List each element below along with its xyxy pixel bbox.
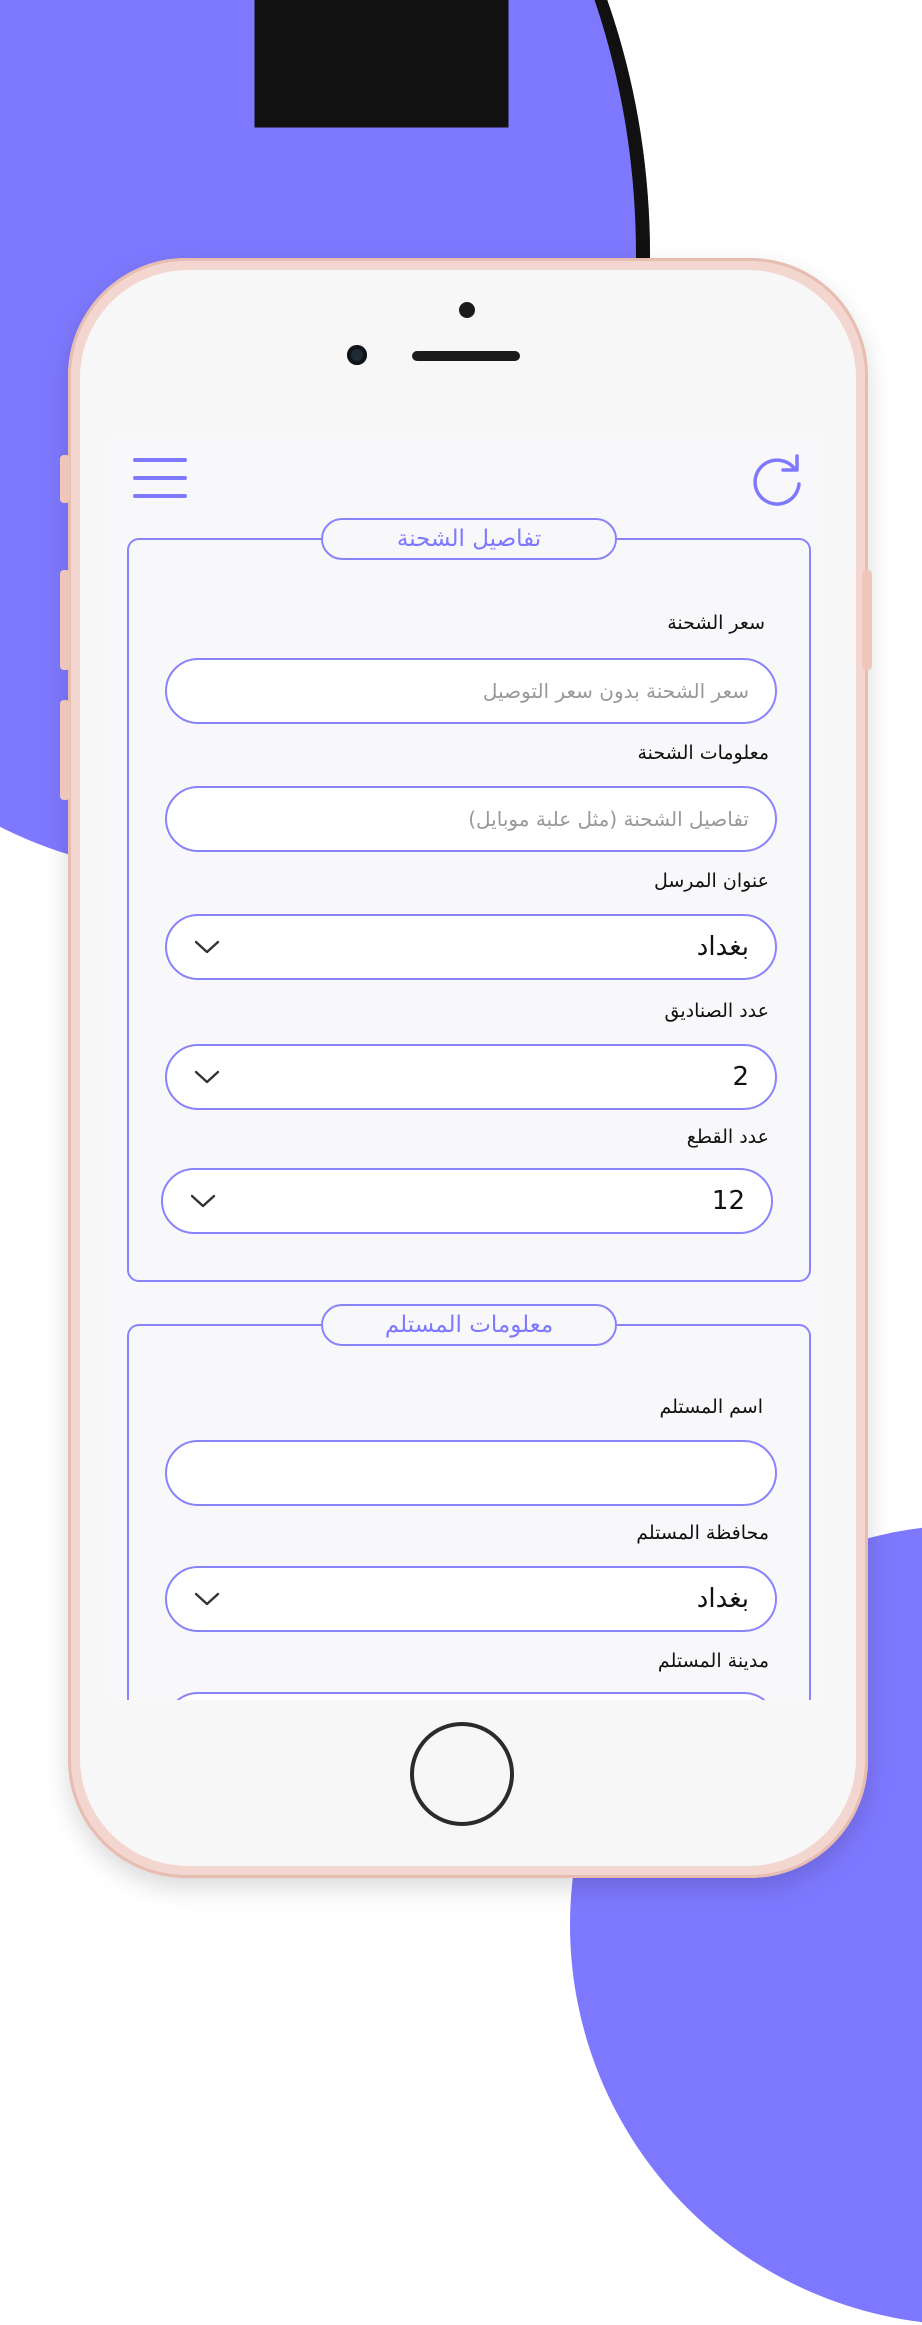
recipient-info-section bbox=[127, 1312, 811, 1700]
boxes-count-label: عدد الصناديق bbox=[664, 1000, 769, 1022]
pieces-count-value: 12 bbox=[711, 1186, 745, 1216]
pieces-count-label: عدد القطع bbox=[686, 1126, 769, 1148]
recipient-name-label: اسم المستلم bbox=[659, 1396, 763, 1418]
boxes-count-value: 2 bbox=[732, 1062, 749, 1092]
volume-down-button bbox=[60, 700, 70, 800]
shipment-details-title: تفاصيل الشحنة bbox=[321, 518, 617, 560]
chevron-down-icon bbox=[193, 1069, 221, 1085]
recipient-info-title: معلومات المستلم bbox=[321, 1304, 617, 1346]
sender-address-label: عنوان المرسل bbox=[653, 870, 769, 892]
recipient-province-value: بغداد bbox=[696, 1584, 749, 1614]
recipient-city-select[interactable] bbox=[165, 1692, 777, 1700]
sender-address-value: بغداد bbox=[696, 932, 749, 962]
shipment-price-placeholder: سعر الشحنة بدون سعر التوصيل bbox=[482, 679, 749, 703]
hamburger-icon[interactable] bbox=[133, 456, 189, 500]
chevron-down-icon bbox=[189, 1193, 217, 1209]
power-button bbox=[862, 570, 872, 670]
home-button[interactable] bbox=[410, 1722, 514, 1826]
boxes-count-select[interactable] bbox=[165, 1044, 777, 1110]
shipment-info-label: معلومات الشحنة bbox=[637, 742, 769, 764]
chevron-down-icon bbox=[193, 1591, 221, 1607]
sender-address-select[interactable] bbox=[165, 914, 777, 980]
recipient-city-label: مدينة المستلم bbox=[657, 1650, 769, 1672]
recipient-name-input[interactable] bbox=[165, 1440, 777, 1506]
shipment-details-section bbox=[127, 526, 811, 1282]
shipment-info-placeholder: تفاصيل الشحنة (مثل علبة موبايل) bbox=[468, 807, 749, 831]
shipment-price-input[interactable] bbox=[165, 658, 777, 724]
shipment-price-label: سعر الشحنة bbox=[667, 612, 765, 634]
app-screen bbox=[107, 436, 827, 1700]
shipment-info-input[interactable] bbox=[165, 786, 777, 852]
chevron-down-icon bbox=[193, 939, 221, 955]
proximity-sensor bbox=[459, 302, 475, 318]
mute-switch bbox=[60, 455, 70, 503]
front-camera bbox=[347, 345, 367, 365]
recipient-province-select[interactable] bbox=[165, 1566, 777, 1632]
volume-up-button bbox=[60, 570, 70, 670]
recipient-province-label: محافظة المستلم bbox=[636, 1522, 769, 1544]
pieces-count-select[interactable] bbox=[161, 1168, 773, 1234]
refresh-icon[interactable] bbox=[747, 450, 807, 510]
earpiece-speaker bbox=[412, 351, 520, 361]
